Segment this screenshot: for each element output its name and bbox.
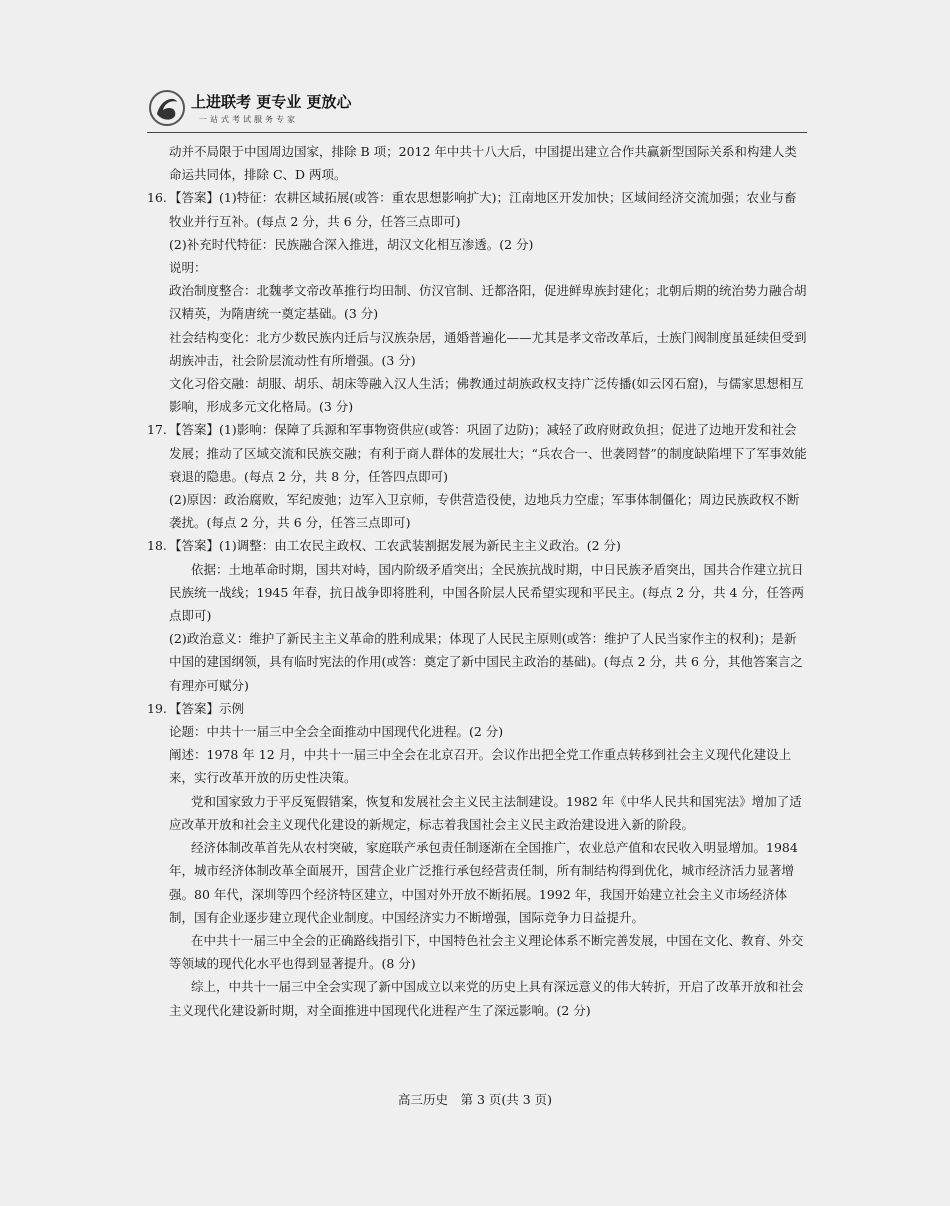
q16-answer-5: 社会结构变化：北方少数民族内迁后与汉族杂居，通婚普遍化——尤其是孝文帝改革后，士族门阀制度虽延续但受到胡族冲击，社会阶层流动性有所增强。(3 分) xyxy=(169,329,807,368)
q17-number: 17. xyxy=(147,422,167,438)
q17-answer-1: 【答案】(1)影响：保障了兵源和军事物资供应(或答：巩固了边防)；减轻了政府财政负担；促进了边地开发和社会发展；推动了区域交流和民族交融；有利于商人群体的发展壮大；“兵农合一、世袭罔替”的制度缺陷埋下了军事效能衰退的隐患。(每点 2 分，共 8 分，任答四点即可) xyxy=(169,422,807,484)
q17-answer-2: (2)原因：政治腐败，军纪废弛；边军入卫京师，专供营造役使，边地兵力空虚；军事体制僵化；周边民族政权不断袭扰。(每点 2 分，共 6 分，任答三点即可) xyxy=(169,492,800,531)
q19-answer-7: 综上，中共十一届三中全会实现了新中国成立以来党的历史上具有深远意义的伟大转折，开启了改革开放和社会主义现代化建设新时期，对全面推进中国现代化进程产生了深远影响。(2 分) xyxy=(169,979,804,1018)
q18-number: 18. xyxy=(147,538,167,554)
q19-answer-2: 论题：中共十一届三中全会全面推动中国现代化进程。(2 分) xyxy=(169,724,504,740)
q19-number: 19. xyxy=(147,700,167,716)
q16-answer-3: 说明： xyxy=(169,260,207,276)
logo-icon xyxy=(147,88,187,128)
header-divider xyxy=(147,132,807,133)
q19-answer-5: 经济体制改革首先从农村突破，家庭联产承包责任制逐渐在全国推广，农业总产值和农民收入明显增加。1984 年，城市经济体制改革全面展开，国营企业广泛推行承包经营责任制，所有制结构得到优化，城市经济活力显著增强。80 年代，深圳等四个经济特区建立，中国对外开放不断拓展。1992 年，我国开始建立社会主义市场经济体制，国有企业逐步建立现代企业制度。中国经济实力不断增强，国际竞争力日益提升。 xyxy=(169,840,798,925)
page-header xyxy=(147,88,807,132)
q17-block xyxy=(147,418,807,534)
page-footer: 高三历史 第 3 页(共 3 页) xyxy=(397,1092,553,1107)
q16-answer-6: 文化习俗交融：胡服、胡乐、胡床等融入汉人生活；佛教通过胡族政权支持广泛传播(如云冈石窟)，与儒家思想相互影响，形成多元文化格局。(3 分) xyxy=(169,376,804,415)
q16-answer-2: (2)补充时代特征：民族融合深入推进，胡汉文化相互渗透。(2 分) xyxy=(169,236,534,252)
q16-block xyxy=(147,186,807,418)
q16-answer-1: 【答案】(1)特征：农耕区域拓展(或答：重农思想影响扩大)；江南地区开发加快；区域间经济交流加强；农业与畜牧业并行互补。(每点 2 分，共 6 分，任答三点即可) xyxy=(169,190,797,229)
q19-answer-3: 阐述：1978 年 12 月，中共十一届三中全会在北京召开。会议作出把全党工作重点转移到社会主义现代化建设上来，实行改革开放的历史性决策。 xyxy=(169,747,792,786)
q16-answer-4: 政治制度整合：北魏孝文帝改革推行均田制、仿汉官制、迁都洛阳，促进鲜卑族封建化；北朝后期的统治势力融合胡汉精英，为隋唐统一奠定基础。(3 分) xyxy=(169,283,807,322)
q19-answer-4: 党和国家致力于平反冤假错案，恢复和发展社会主义民主法制建设。1982 年《中华人民共和国宪法》增加了适应改革开放和社会主义现代化建设的新规定，标志着我国社会主义民主政治建设进入新的阶段。 xyxy=(169,793,802,832)
q18-answer-2: 依据：土地革命时期，国共对峙，国内阶级矛盾突出；全民族抗战时期，中日民族矛盾突出，国共合作建立抗日民族统一战线；1945 年春，抗日战争即将胜利，中国各阶层人民希望实现和平民主。(每点 2 分，共 4 分，任答两点即可) xyxy=(169,561,804,624)
header-subslogan: 一站式考试服务专家 xyxy=(199,115,298,124)
q19-block xyxy=(147,697,807,1022)
q19-answer-1: 【答案】示例 xyxy=(169,700,245,716)
q18-answer-1: 【答案】(1)调整：由工农民主政权、工农武装割据发展为新民主主义政治。(2 分) xyxy=(169,538,621,554)
q18-answer-3: (2)政治意义：维护了新民主主义革命的胜利成果；体现了人民民主原则(或答：维护了人民当家作主的权利)；是新中国的建国纲领，具有临时宪法的作用(或答：奠定了新中国民主政治的基础)。(每点 2 分，共 6 分，其他答案言之有理亦可赋分) xyxy=(169,631,803,693)
answer-content xyxy=(147,140,807,1022)
q18-block xyxy=(147,534,807,696)
q19-answer-6: 在中共十一届三中全会的正确路线指引下，中国特色社会主义理论体系不断完善发展，中国在文化、教育、外交等领域的现代化水平也得到显著提升。(8 分) xyxy=(169,932,804,972)
header-slogan: 上进联考 更专业 更放心 xyxy=(191,93,352,111)
q16-number: 16. xyxy=(147,190,167,206)
q15-continuation: 动并不局限于中国周边国家，排除 B 项；2012 年中共十八大后，中国提出建立合作共赢新型国际关系和构建人类命运共同体，排除 C、D 两项。 xyxy=(169,144,797,183)
